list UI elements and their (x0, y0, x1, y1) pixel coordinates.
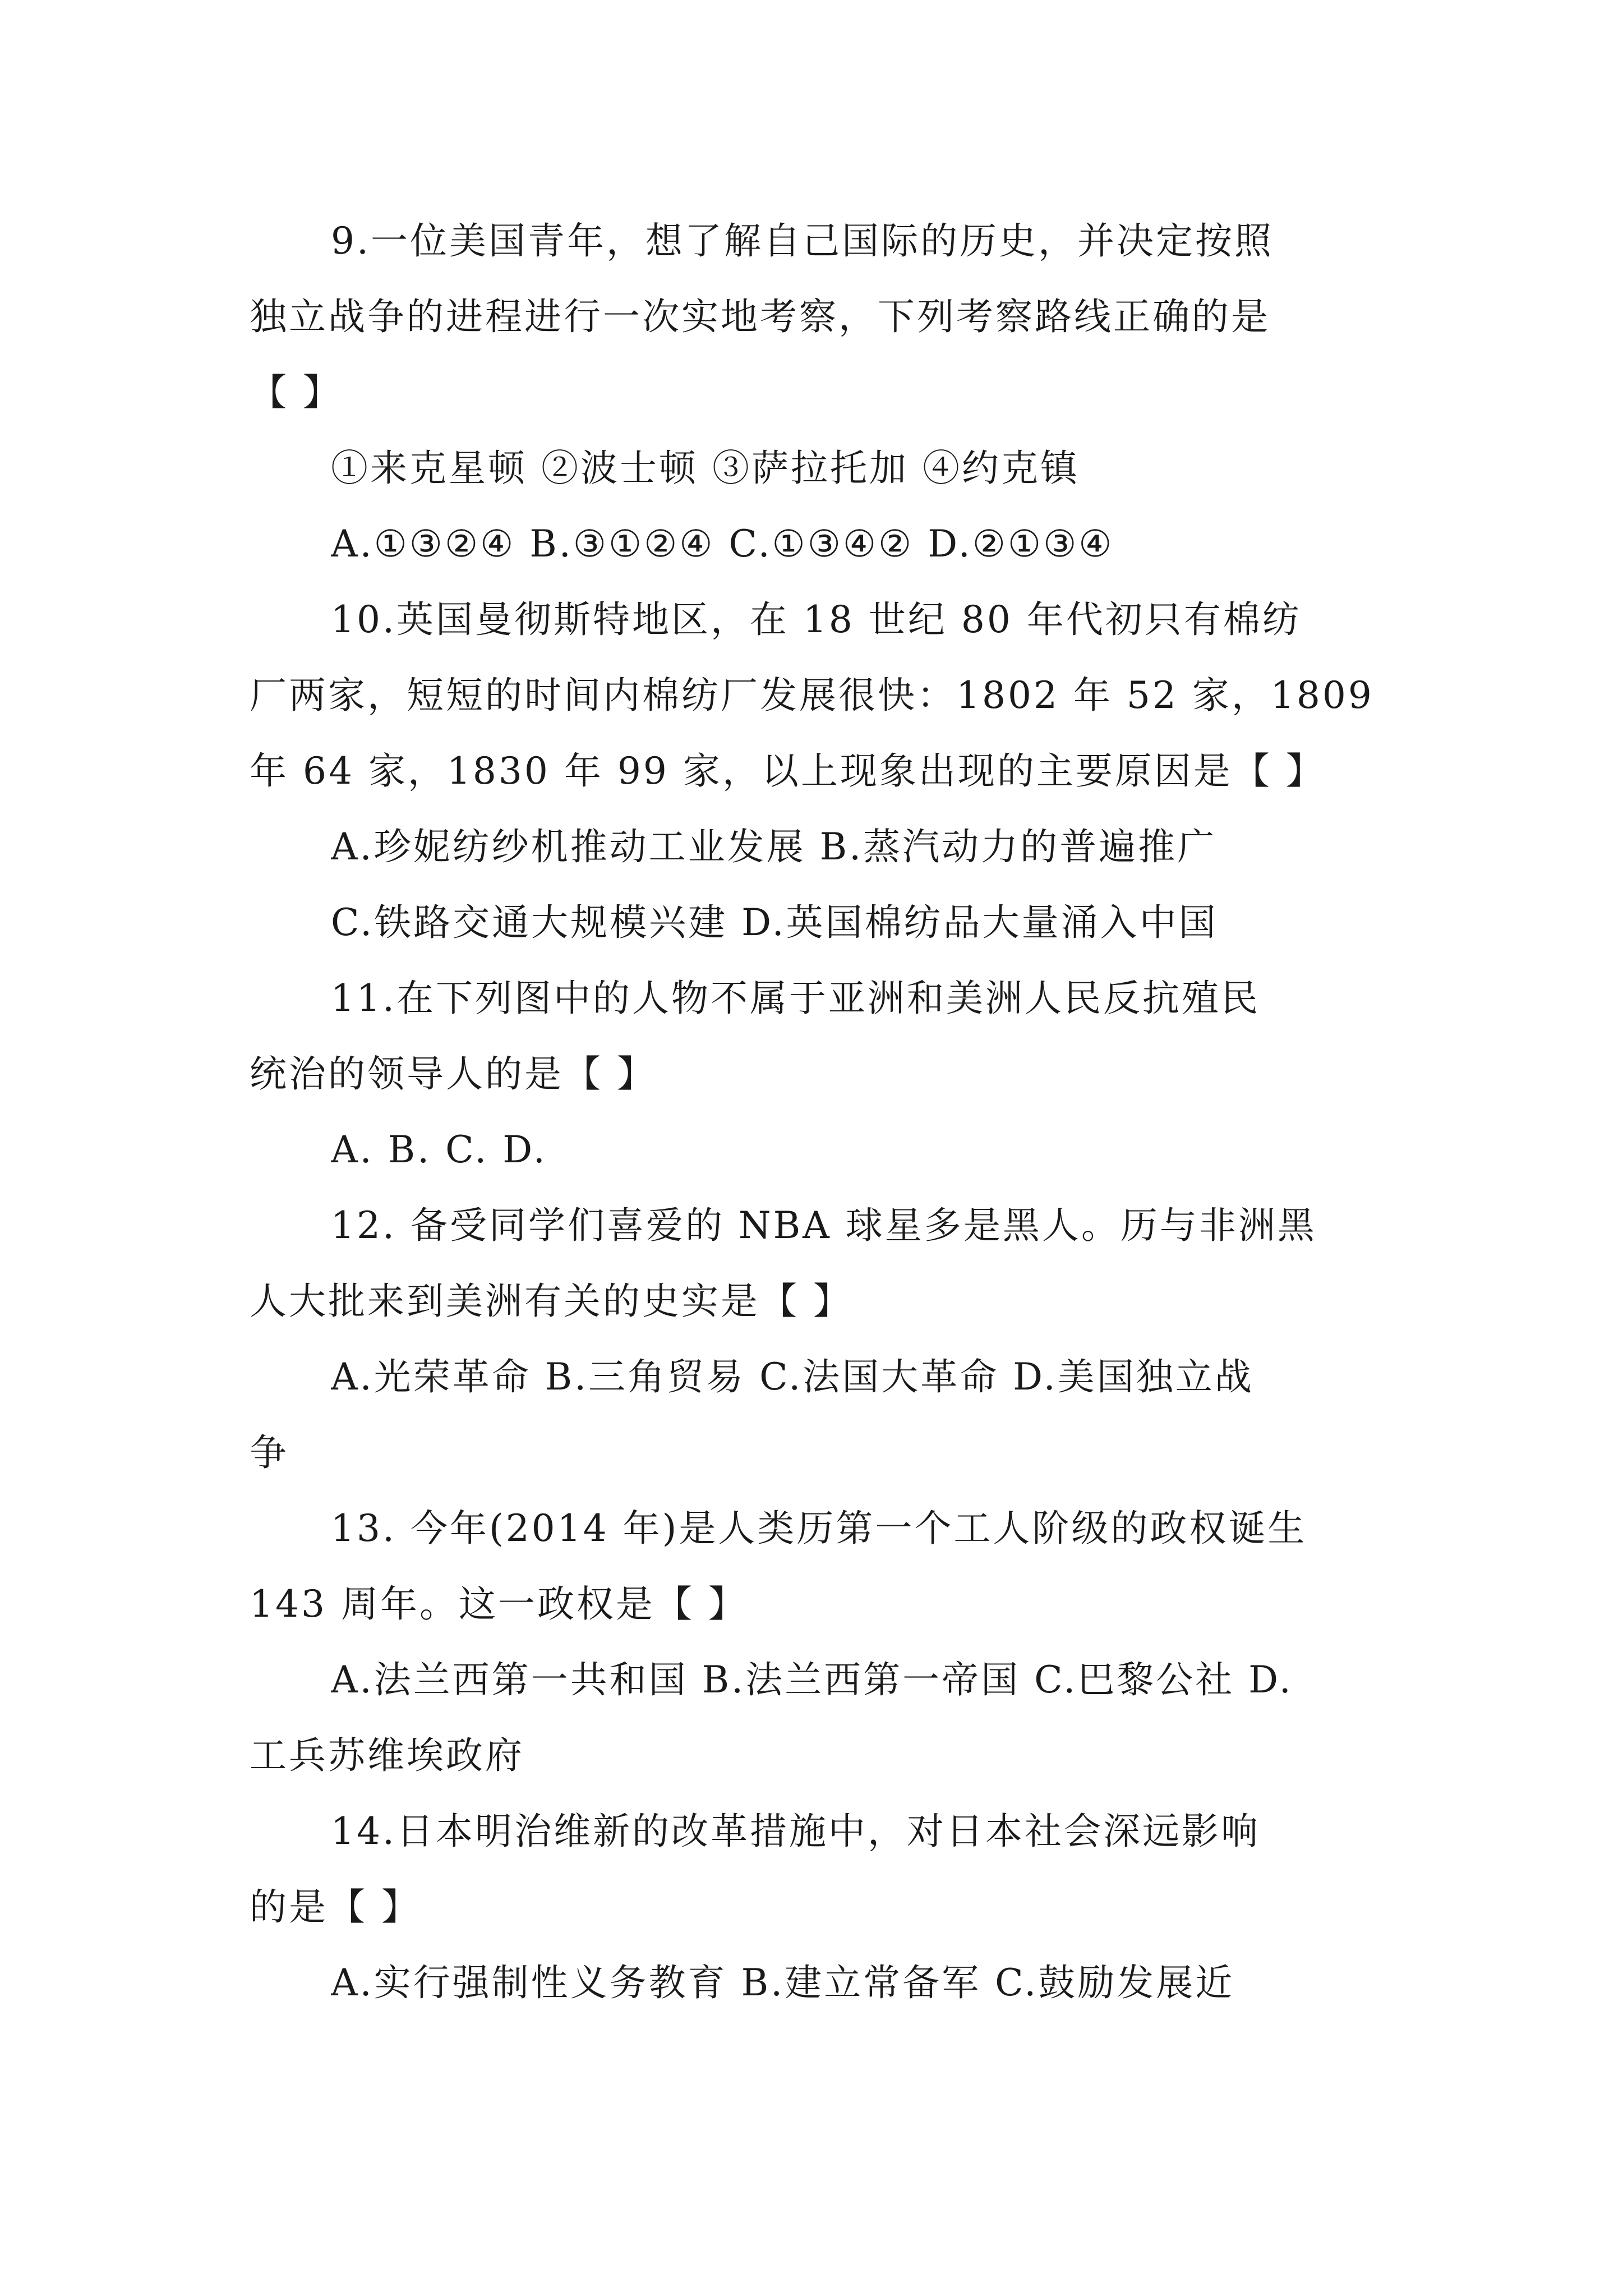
q9-text-line-2: 独立战争的进程进行一次实地考察，下列考察路线正确的是 (250, 295, 1270, 338)
q14-text-line-2: 的是【 】 (250, 1885, 421, 1929)
q10-text-line-3: 年 64 家，1830 年 99 家，以上现象出现的主要原因是【 】 (250, 749, 1325, 793)
q13-options-line-1: A.法兰西第一共和国 B.法兰西第一帝国 C.巴黎公社 D. (331, 1658, 1293, 1701)
q10-text-line-1: 10.英国曼彻斯特地区，在 18 世纪 80 年代初只有棉纺 (331, 598, 1302, 641)
q10-text-line-2: 厂两家，短短的时间内棉纺厂发展很快：1802 年 52 家，1809 (250, 674, 1374, 717)
q13-options-line-2: 工兵苏维埃政府 (250, 1734, 524, 1777)
q14-options-line-1: A.实行强制性义务教育 B.建立常备军 C.鼓励发展近 (331, 1961, 1235, 2004)
q10-options-line-2: C.铁路交通大规模兴建 D.英国棉纺品大量涌入中国 (331, 901, 1218, 944)
q13-text-line-1: 13. 今年(2014 年)是人类历第一个工人阶级的政权诞生 (331, 1507, 1307, 1550)
q10-options-line-1: A.珍妮纺纱机推动工业发展 B.蒸汽动力的普遍推广 (331, 825, 1217, 868)
q12-options-line-1: A.光荣革命 B.三角贸易 C.法国大革命 D.美国独立战 (331, 1355, 1254, 1398)
q9-text-line-1: 9.一位美国青年，想了解自己国际的历史，并决定按照 (331, 219, 1274, 263)
q9-items: ①来克星顿 ②波士顿 ③萨拉托加 ④约克镇 (331, 447, 1080, 490)
q9-options: A.①③②④ B.③①②④ C.①③④② D.②①③④ (331, 522, 1114, 565)
q11-text-line-2: 统治的领导人的是【 】 (250, 1052, 656, 1096)
q12-text-line-2: 人大批来到美洲有关的史实是【 】 (250, 1280, 852, 1323)
q11-text-line-1: 11.在下列图中的人物不属于亚洲和美洲人民反抗殖民 (331, 977, 1260, 1020)
q12-options-line-2: 争 (250, 1431, 289, 1474)
q14-text-line-1: 14.日本明治维新的改革措施中，对日本社会深远影响 (331, 1810, 1260, 1853)
q9-text-line-3: 【 】 (250, 371, 342, 414)
q11-options: A. B. C. D. (331, 1128, 547, 1171)
q13-text-line-2: 143 周年。这一政权是【 】 (250, 1582, 748, 1626)
q12-text-line-1: 12. 备受同学们喜爱的 NBA 球星多是黑人。历与非洲黑 (331, 1204, 1317, 1247)
